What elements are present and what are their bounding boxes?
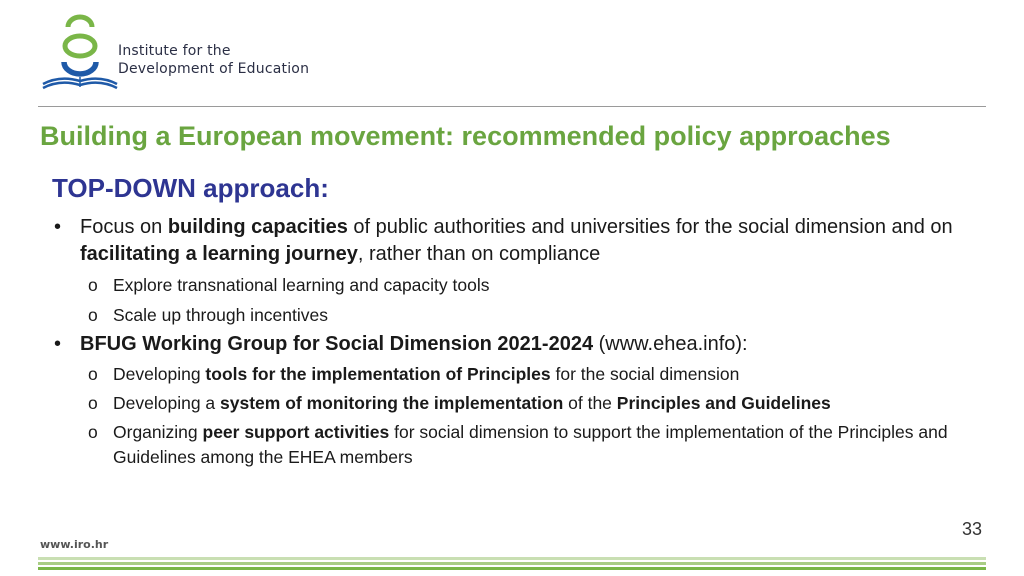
bullet-text: Focus on [80, 216, 168, 238]
sub-bullet-text: for the social dimension [550, 364, 740, 384]
footer-stripe [38, 562, 986, 565]
institute-logo [40, 14, 120, 92]
sub-bullet-emphasis: peer support activities [202, 422, 390, 442]
sub-bullet-incentives [52, 302, 972, 328]
bullet-capacity-building [52, 214, 972, 268]
sub-bullet-peer-support [52, 420, 972, 470]
sub-bullet-text: Organizing [113, 422, 203, 442]
footer-stripes [38, 557, 986, 572]
page-number: 33 [961, 519, 982, 539]
sub-bullet-text: Developing a [113, 393, 221, 413]
sub-bullet-marker: o [88, 393, 98, 413]
sub-bullet-text: Scale up through incentives [113, 305, 328, 325]
organization-name-line-1: Institute for the [118, 43, 231, 59]
sub-bullet-text: of the [563, 393, 617, 413]
bullet-text: of public authorities and universities for the social dimension and on [347, 216, 953, 238]
sub-bullet-emphasis: tools for the implementation of Principles [205, 364, 551, 384]
sub-bullet-marker: o [88, 364, 98, 384]
sub-bullet-tools [52, 361, 972, 387]
sub-bullet-text: Developing [113, 364, 206, 384]
sub-bullet-marker: o [88, 305, 98, 325]
bullet-marker: • [54, 333, 62, 355]
bullet-emphasis: facilitating a learning journey [80, 243, 358, 265]
organization-name [118, 42, 309, 78]
sub-bullet-marker: o [88, 422, 98, 442]
website-url: www.iro.hr [40, 538, 109, 551]
footer-stripe [38, 567, 986, 570]
footer-stripe [38, 557, 986, 560]
bullet-emphasis: BFUG Working Group for Social Dimension 2021-2024 [80, 333, 594, 355]
sub-bullet-emphasis: system of monitoring the implementation [220, 393, 564, 413]
header-divider [38, 106, 986, 107]
bullet-marker: • [54, 216, 62, 238]
section-heading: TOP-DOWN approach: [52, 173, 329, 203]
bullet-text: (www.ehea.info): [593, 333, 748, 355]
bullet-text: , rather than on compliance [357, 243, 601, 265]
sub-bullet-emphasis: Principles and Guidelines [616, 393, 831, 413]
sub-bullet-text: for social dimension to support the implementation of the Principles and Guidelines among the EHEA members [113, 422, 948, 467]
sub-bullet-transnational-learning [52, 272, 972, 298]
sub-bullet-monitoring [52, 391, 972, 416]
sub-bullet-marker: o [88, 275, 98, 295]
bullet-bfug-working-group [52, 331, 972, 358]
slide-title: Building a European movement: recommended policy approaches [40, 121, 891, 151]
institute-logo-book-icon [40, 14, 120, 92]
bullet-emphasis: building capacities [167, 216, 348, 238]
slide-body [52, 214, 972, 470]
sub-bullet-text: Explore transnational learning and capacity tools [113, 275, 490, 295]
organization-name-line-2: Development of Education [118, 61, 310, 77]
